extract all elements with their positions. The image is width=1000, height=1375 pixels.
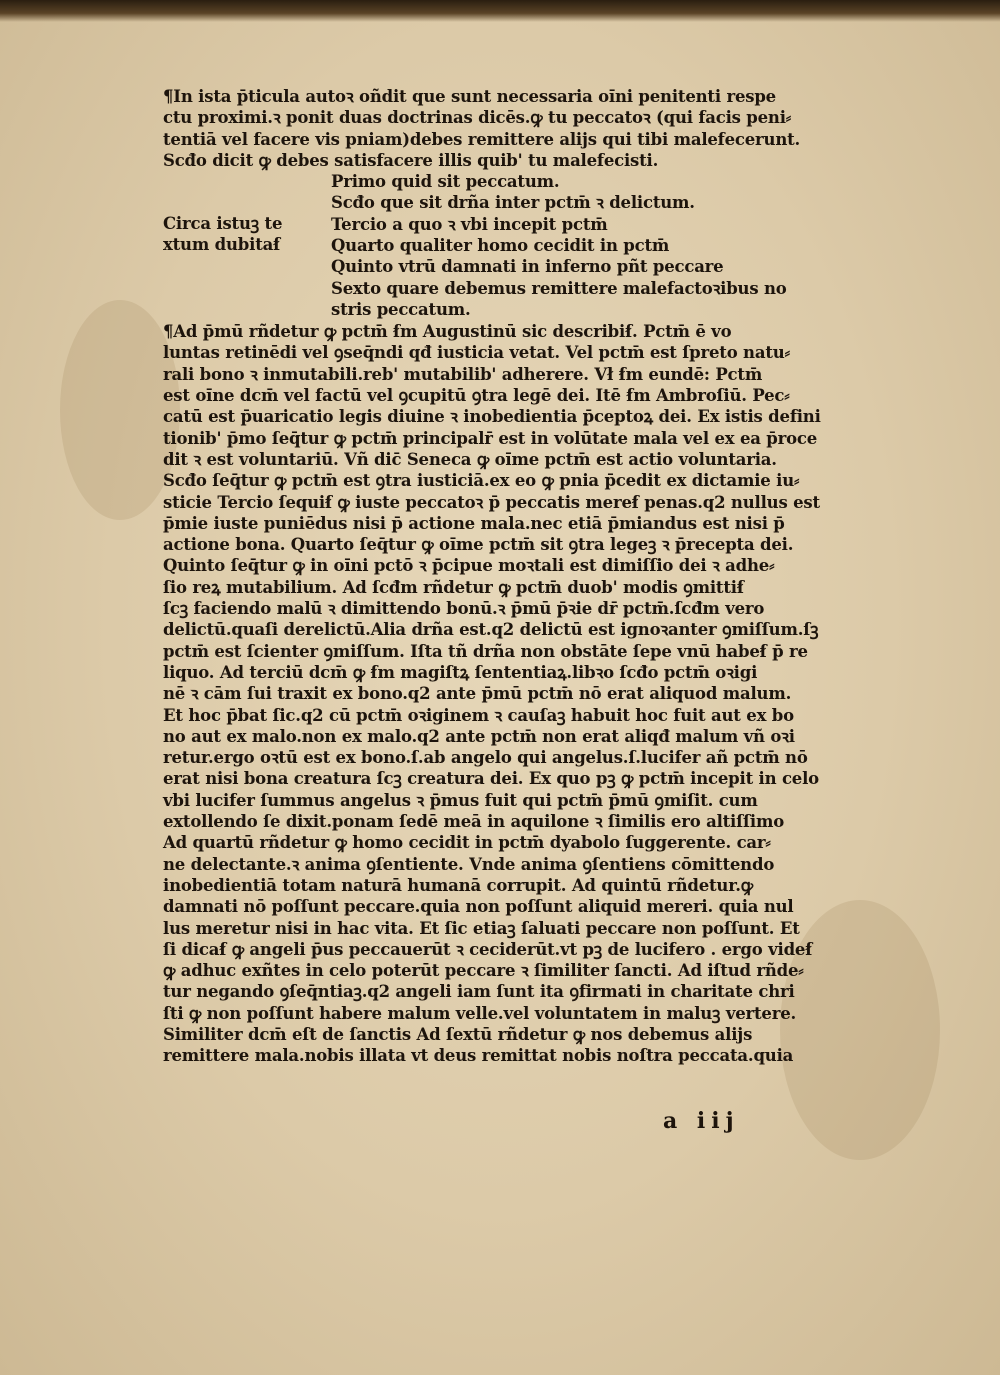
text-line: ne delectante.ꝛ anima ꝯſentiente. Vnde anima ꝯſentiens cōmittendo — [163, 854, 775, 874]
outline-lead — [163, 213, 323, 256]
paper-stain — [780, 900, 940, 1160]
text-line: inobedientiā totam naturā humanā corrupit. Ad quintū rñdetur.ꝙ — [163, 875, 753, 895]
questions-outline — [163, 171, 803, 321]
text-line: ſi dicaẜ ꝙ angeli p̄us peccauerūt ꝛ ceciderūt.vt pꝫ de lucifero . ergo videẜ — [163, 939, 813, 959]
text-line: erat nisi bona creatura ſcꝫ creatura dei. Ex quo pꝫ ꝙ pctm̄ incepit in celo — [163, 769, 819, 789]
text-line: ſio reꝝ mutabilium. Ad ſcđm rñdetur ꝙ pctm̄ duob' modis ꝯmittiẜ — [163, 577, 744, 597]
text-line: ſti ꝙ non poſſunt habere malum velle.vel voluntatem in maluꝫ vertere. — [163, 1003, 797, 1023]
text-line: Quinto ſeq̄tur ꝙ in oı̄ni pctō ꝛ p̄cipue moꝛtali est dimiſſio dei ꝛ adhe⸗ — [163, 556, 775, 576]
text-line: liquo. Ad terciū dcm̄ ꝙ ẜm magiſtꝝ ſententiaꝝ.libꝛo ſcđo pctm̄ oꝛigi — [163, 662, 758, 682]
text-line: Scđo dicit ꝙ debes satisfacere illis quib' tu malefecisti. — [163, 150, 659, 170]
text-line: ¶Ad p̄mū rñdetur ꝙ pctm̄ ẜm Augustinū sic describiẜ. Pctm̄ ē vo — [163, 322, 732, 342]
text-line: vbi lucifer ſummus angelus ꝛ p̄mus fuit qui pctm̄ p̄mū ꝯmiſit. cum — [163, 790, 758, 810]
text-line: Et hoc p̄bat ſic.q2 cū pctm̄ oꝛiginem ꝛ cauſaꝫ habuit hoc fuit aut ex bo — [163, 705, 794, 725]
text-line: ſcꝫ faciendo malū ꝛ dimittendo bonū.ꝛ p̄mū p̄ꝛie dr̄ pctm̄.ſcđm vero — [163, 599, 765, 619]
text-line: luntas retinēdi vel ꝯseq̄ndi qđ iusticia vetat. Vel pctm̄ est ſpreto natu⸗ — [163, 343, 790, 363]
text-line: ¶In ista p̄ticula autoꝛ oñdit que sunt necessaria oı̄ni penitenti respe — [163, 87, 776, 106]
outline-item: Primo quid sit peccatum. — [331, 172, 560, 192]
text-line: ctu proximi.ꝛ ponit duas doctrinas dicēs.ꝙ tu peccatoꝛ (qui facis peni⸗ — [163, 108, 792, 128]
text-line: tentiā vel facere vis pniam)debes remittere alijs qui tibi malefecerunt. — [163, 129, 801, 149]
text-line: lus meretur nisi in hac vita. Et ſic etiaꝫ ſaluati peccare non poſſunt. Et — [163, 918, 800, 938]
outline-item: Quarto qualiter homo cecidit in pctm̄ — [331, 236, 670, 256]
outline-item: stris peccatum. — [331, 299, 471, 319]
outline-item: Scđo que sit drña inter pctm̄ ꝛ delictum. — [331, 193, 695, 213]
text-line: Ad quartū rñdetur ꝙ homo cecidit in pctm̄ dyabolo ſuggerente. car⸗ — [163, 833, 771, 853]
text-line: Scđo ſeq̄tur ꝙ pctm̄ est ꝯtra iusticiā.ex eo ꝙ pnia p̄cedit ex dictamie iu⸗ — [163, 471, 800, 491]
text-line: dit ꝛ est voluntariū. Vñ dic̄ Seneca ꝙ oı̄me pctm̄ est actio voluntaria. — [163, 449, 777, 469]
text-line: remittere mala.nobis illata vt deus remittat nobis noſtra peccata.quia — [163, 1046, 794, 1066]
text-line: rali bono ꝛ inmutabili.reb' mutabilib' adherere. Vł ẜm eundē: Pctm̄ — [163, 364, 763, 384]
outline-item: Sexto quare debemus remittere malefactoꝛibus no — [331, 278, 787, 298]
text-line: Similiter dcm̄ eſt de ſanctis Ad ſextū rñdetur ꝙ nos debemus alijs — [163, 1024, 753, 1044]
text-line: delictū.quaſi derelictū.Alia drña est.q2 delictū est ignoꝛanter ꝯmiſſum.ſꝫ — [163, 620, 819, 640]
text-line: ꝙ adhuc exñtes in celo poterūt peccare ꝛ ſimiliter ſancti. Ad iſtud rñde⸗ — [163, 961, 804, 981]
text-line: p̄mie iuste puniēdus nisi p̄ actione mala.nec etiā p̄miandus est nisi p̄ — [163, 513, 785, 533]
text-line: nē ꝛ cām ſui traxit ex bono.q2 ante p̄mū pctm̄ nō erat aliquod malum. — [163, 684, 792, 704]
text-line: sticie Tercio ſequiẜ ꝙ iuste peccatoꝛ p̄ peccatis mereẜ penas.q2 nullus est — [163, 492, 820, 512]
text-line: retur.ergo oꝛtū est ex bono.ſ.ab angelo qui angelus.ſ.lucifer añ pctm̄ nō — [163, 748, 808, 768]
text-line: extollendo ſe dixit.ponam ſedē meā in aquilone ꝛ ſimilis ero altiſſimo — [163, 812, 785, 832]
outline-items — [331, 171, 801, 320]
page-top-shadow — [0, 0, 1000, 22]
signature-mark: a iij — [663, 1108, 740, 1134]
body-paragraph — [163, 321, 821, 1066]
text-line: no aut ex malo.non ex malo.q2 ante pctm̄ non erat aliqđ malum vñ oꝛi — [163, 726, 795, 746]
text-line: tionib' p̄mo ſeq̄tur ꝙ pctm̄ principalr̄ est in volūtate mala vel ex ea p̄roce — [163, 428, 818, 448]
outline-item: Quinto vtrū damnati in inferno pñt peccare — [331, 257, 724, 277]
paper-stain — [60, 300, 180, 520]
text-line: pctm̄ est ſcienter ꝯmiſſum. Iſta tñ drña non obstāte ſepe vnū habeẜ p̄ re — [163, 641, 808, 661]
text-line: damnati nō poſſunt peccare.quia non poſſunt aliquid mereri. quia nul — [163, 897, 794, 917]
text-line: est oı̄ne dcm̄ vel factū vel ꝯcupitū ꝯtra legē dei. Itē ẜm Ambroſiū. Pec⸗ — [163, 386, 790, 406]
text-line: actione bona. Quarto ſeq̄tur ꝙ oı̄me pctm̄ sit ꝯtra legeꝫ ꝛ p̄recepta dei. — [163, 535, 794, 555]
outline-lead-line: xtum dubitaẜ — [163, 235, 281, 255]
text-line: catū est p̄uaricatio legis diuine ꝛ inobedientia p̄ceptoꝝ dei. Ex istis defini — [163, 407, 821, 427]
text-line: tur negando ꝯſeq̄ntiaꝫ.q2 angeli iam ſunt ita ꝯfirmati in charitate chri — [163, 982, 795, 1002]
outline-item: Tercio a quo ꝛ vbi incepit pctm̄ — [331, 214, 608, 234]
main-text — [163, 86, 821, 1067]
intro-paragraph — [163, 86, 803, 171]
outline-lead-line: Circa istuꝫ te — [163, 214, 283, 234]
